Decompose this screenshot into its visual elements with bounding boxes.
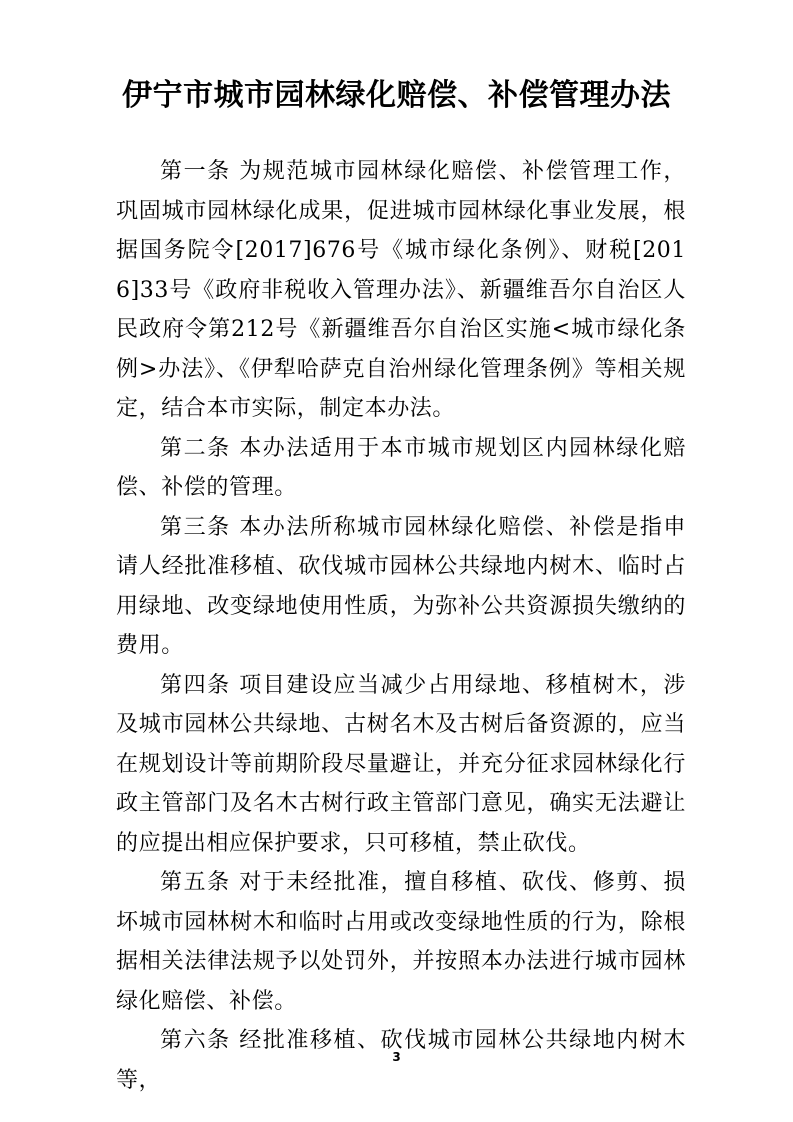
- article-1-paragraph: 第一条 为规范城市园林绿化赔偿、补偿管理工作，巩固城市园林绿化成果，促进城市园林绿化事业发展，根据国务院令[2017]676号《城市绿化条例》、财税[2016]33号《政府非税收入管理办法》、新疆维吾尔自治区人民政府令第212号《新疆维吾尔自治区实施<城市绿化条例>办法》、《伊犁哈萨克自治州绿化管理条例》等相关规定，结合本市实际，制定本办法。: [116, 159, 686, 421]
- article-3-paragraph: 第三条 本办法所称城市园林绿化赔偿、补偿是指申请人经批准移植、砍伐城市园林公共绿地内树木、临时占用绿地、改变绿地使用性质，为弥补公共资源损失缴纳的费用。: [116, 514, 686, 658]
- document-body: [116, 152, 686, 1100]
- article-6-paragraph: 第六条 经批准移植、砍伐城市园林公共绿地内树木等，: [116, 1028, 686, 1093]
- article-2-paragraph: 第二条 本办法适用于本市城市规划区内园林绿化赔偿、补偿的管理。: [116, 435, 686, 500]
- article-5-paragraph: 第五条 对于未经批准，擅自移植、砍伐、修剪、损坏城市园林树木和临时占用或改变绿地性质的行为，除根据相关法律法规予以处罚外，并按照本办法进行城市园林绿化赔偿、补偿。: [116, 870, 686, 1014]
- page-number: 3: [392, 1050, 401, 1064]
- article-4-paragraph: 第四条 项目建设应当减少占用绿地、移植树木，涉及城市园林公共绿地、古树名木及古树后备资源的，应当在规划设计等前期阶段尽量避让，并充分征求园林绿化行政主管部门及名木古树行政主管部门意见，确实无法避让的应提出相应保护要求，只可移植，禁止砍伐。: [116, 672, 686, 856]
- document-title: 伊宁市城市园林绿化赔偿、补偿管理办法: [122, 78, 671, 113]
